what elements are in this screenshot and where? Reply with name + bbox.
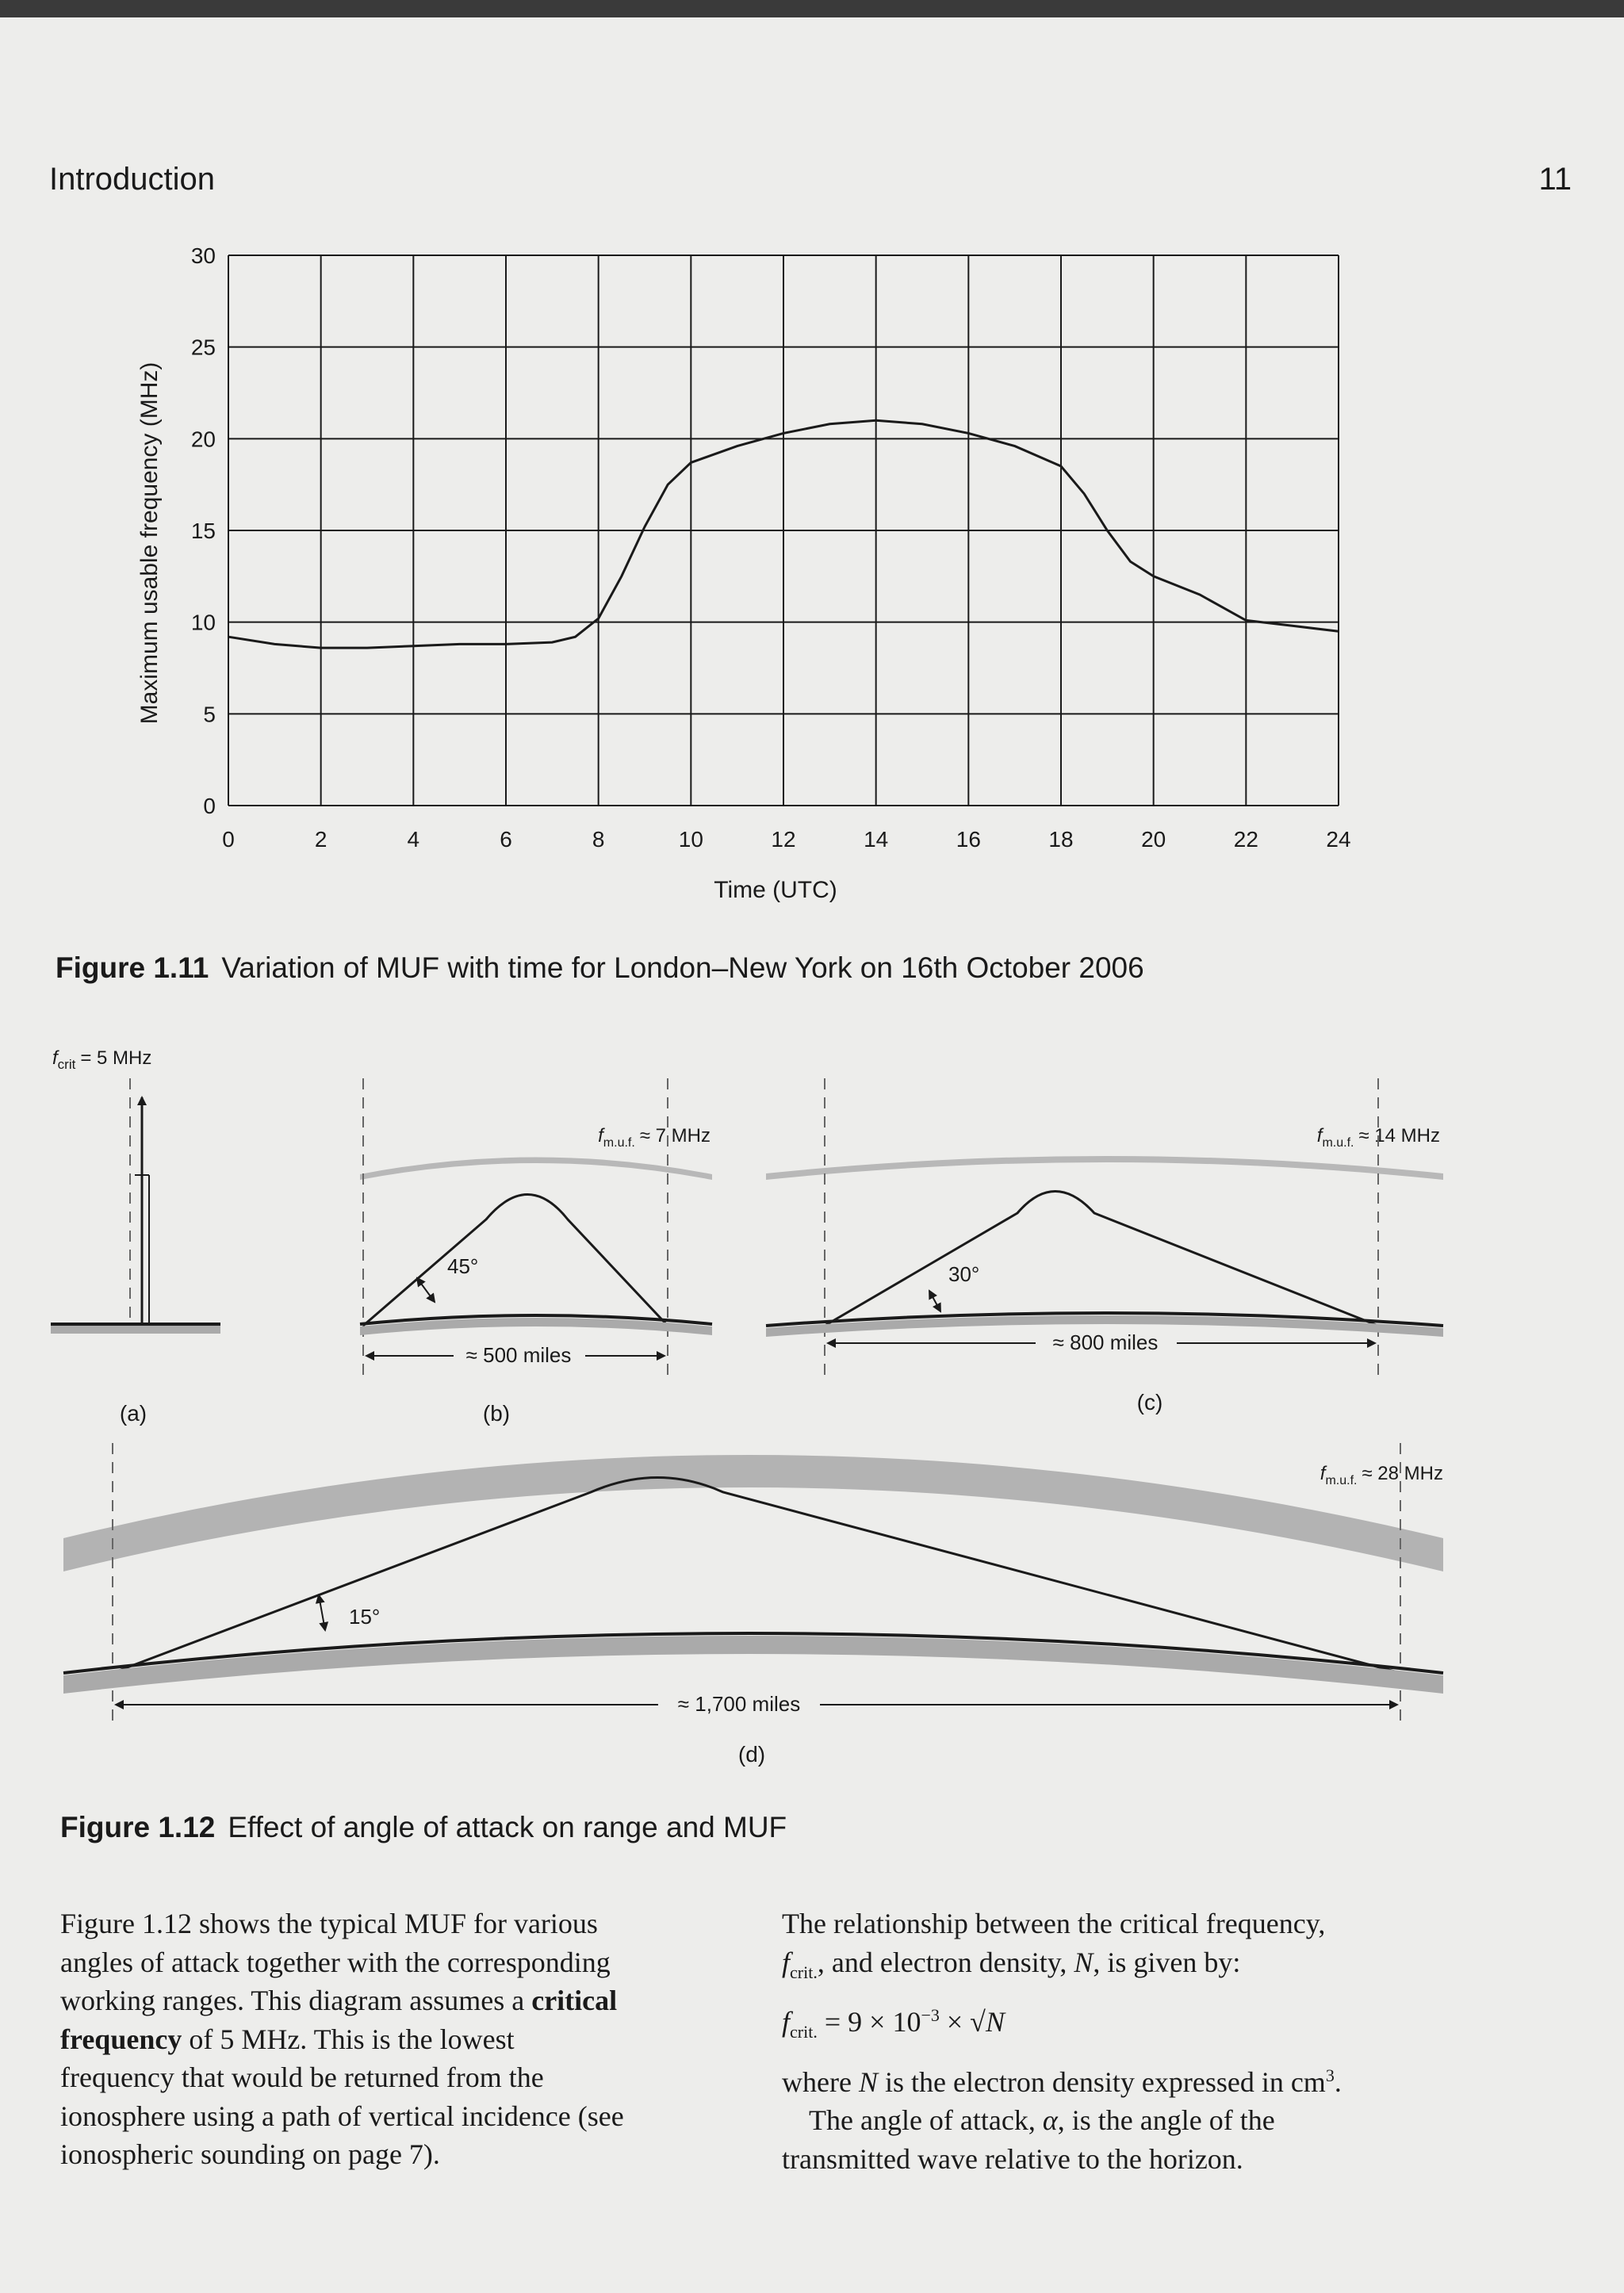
y-tick-label: 0: [203, 794, 216, 818]
left-line-1: Figure 1.12 shows the typical MUF for various: [60, 1908, 598, 1939]
chart-x-tick-labels: [222, 827, 1350, 852]
x-tick-label: 6: [500, 827, 512, 852]
angle-of-attack-diagram: [0, 1031, 1624, 1784]
chart-grid: [228, 255, 1339, 806]
y-tick-label: 5: [203, 702, 216, 727]
left-line-2: angles of attack together with the corresponding: [60, 1946, 611, 1978]
x-tick-label: 12: [771, 827, 796, 852]
x-tick-label: 22: [1233, 827, 1258, 852]
figure-1-12-caption: [60, 1811, 787, 1844]
panel-a: [51, 1047, 220, 1426]
electron-density-equation: $f_{crit.} = 9 \times 10^{-3} \times √N$: [782, 2005, 1005, 2042]
right-line-1: The relationship between the critical frequency,: [782, 1908, 1326, 1939]
x-tick-label: 18: [1048, 827, 1074, 852]
y-tick-label: 25: [190, 335, 216, 360]
panel-d-letter: (d): [737, 1742, 766, 1767]
running-header-section: Introduction: [49, 162, 216, 197]
panel-b: [360, 1078, 712, 1426]
x-tick-label: 20: [1141, 827, 1166, 852]
right-line-6: transmitted wave relative to the horizon.: [782, 2142, 1243, 2175]
figure-1-11-label: Figure 1.11: [56, 951, 209, 984]
x-tick-label: 0: [222, 827, 235, 852]
panel-d-muf: $f_{m.u.f.} \approx 28$ MHz: [1320, 1463, 1443, 1487]
panel-c-range: ≈ 800 miles: [1052, 1330, 1159, 1354]
left-line-5: frequency that would be returned from the: [60, 2061, 544, 2093]
x-tick-label: 8: [592, 827, 605, 852]
figure-1-11-caption: [56, 951, 1144, 985]
body-column-left: [60, 1904, 715, 2174]
body-column-right: [782, 1904, 1438, 2178]
x-tick-label: 16: [956, 827, 981, 852]
x-tick-label: 10: [678, 827, 703, 852]
chart-y-axis-label: Maximum usable frequency (MHz): [136, 362, 163, 725]
chart-y-tick-labels: [191, 243, 216, 818]
panel-c-angle: 30°: [948, 1262, 980, 1286]
x-tick-label: 2: [314, 827, 327, 852]
panel-c: [766, 1078, 1443, 1414]
left-line-3: working ranges. This diagram assumes a critical: [60, 1985, 618, 2016]
y-tick-label: 20: [190, 427, 216, 452]
panel-b-muf: $f_{m.u.f.} \approx 7$ MHz: [598, 1125, 710, 1150]
y-tick-label: 30: [190, 243, 216, 268]
panel-a-letter: (a): [119, 1401, 147, 1426]
panel-a-fcrit: $f_{crit} = 5$ MHz: [52, 1047, 152, 1072]
panel-c-muf: $f_{m.u.f.} \approx 14$ MHz: [1316, 1125, 1440, 1150]
panel-b-angle: 45°: [447, 1254, 479, 1278]
panel-c-letter: (c): [1136, 1390, 1163, 1414]
muf-chart: [0, 0, 1624, 951]
panel-d-range: ≈ 1,700 miles: [677, 1692, 801, 1716]
figure-1-12-label: Figure 1.12: [60, 1811, 216, 1843]
left-line-6: ionosphere using a path of vertical incidence (see: [60, 2100, 624, 2132]
right-line-2: $f_{crit.}$, and electron density, N, is given by:: [782, 1946, 1241, 1982]
x-tick-label: 24: [1326, 827, 1351, 852]
panel-d: [63, 1443, 1443, 1767]
chart-x-axis-label: Time (UTC): [714, 877, 837, 903]
x-tick-label: 14: [864, 827, 889, 852]
x-tick-label: 4: [407, 827, 420, 852]
left-line-7: ionospheric sounding on page 7).: [60, 2138, 440, 2170]
y-tick-label: 15: [190, 519, 216, 543]
right-line-4: where N is the electron density expressed in $cm^3$.: [782, 2065, 1342, 2098]
figure-1-12-text: Effect of angle of attack on range and MUF: [228, 1811, 787, 1843]
y-tick-label: 10: [190, 610, 216, 635]
right-line-5: The angle of attack, α, is the angle of the: [809, 2104, 1275, 2137]
figure-1-11-text: Variation of MUF with time for London–New York on 16th October 2006: [221, 951, 1144, 984]
panel-b-range: ≈ 500 miles: [465, 1343, 572, 1367]
page-number: 11: [1538, 162, 1572, 197]
panel-d-angle: 15°: [349, 1605, 381, 1629]
left-line-4: frequency of 5 MHz. This is the lowest: [60, 2023, 515, 2055]
panel-b-letter: (b): [482, 1401, 511, 1426]
